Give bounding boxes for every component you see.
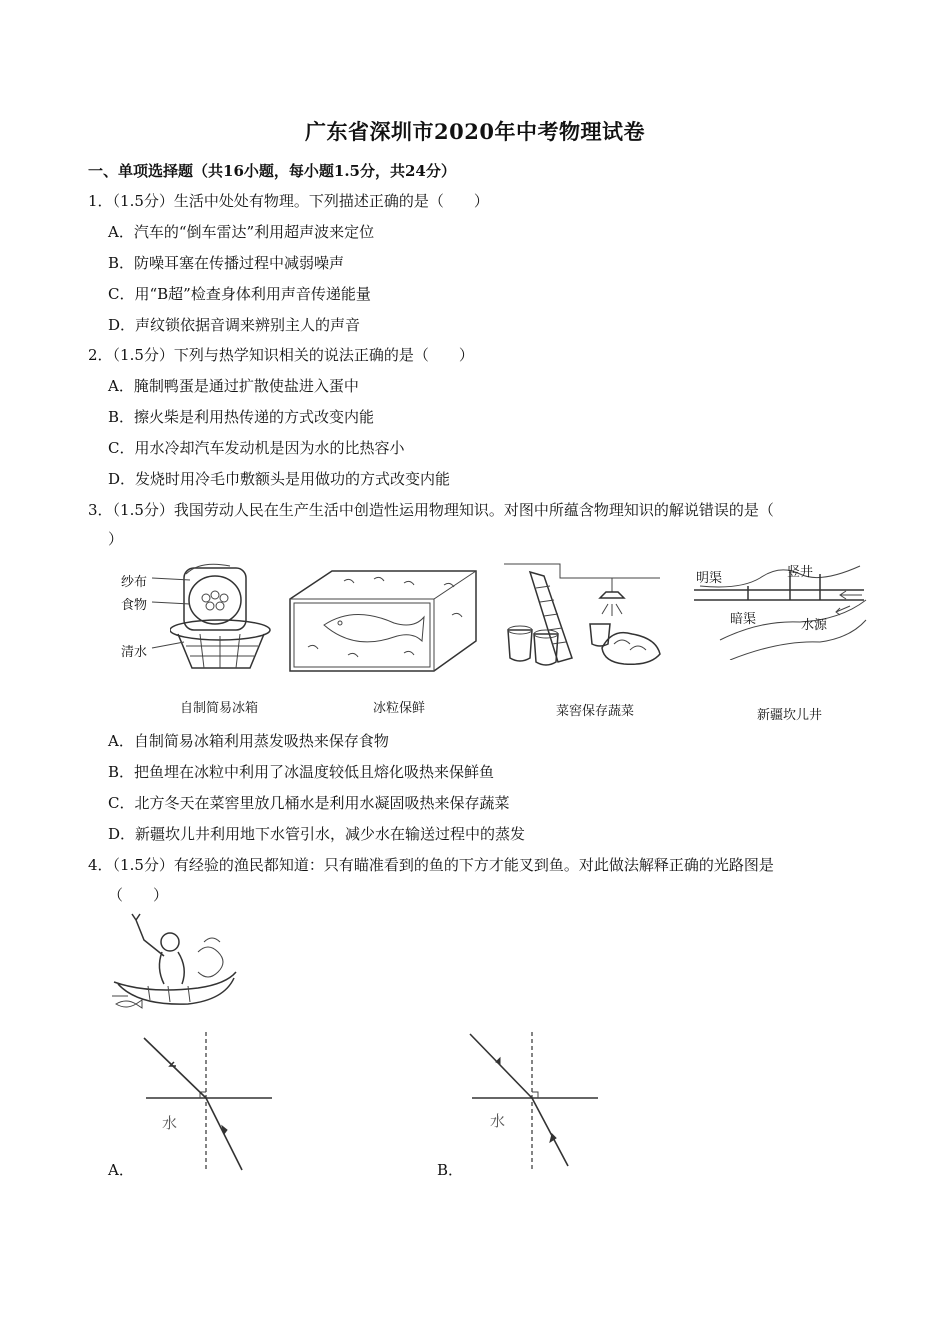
karez-label-underground-channel: 暗渠 (730, 612, 757, 627)
question-3-option-b: B．把鱼埋在冰粒中利用了冰温度较低且熔化吸热来保鲜鱼 (108, 763, 495, 781)
karez-label-shaft: 竖井 (787, 565, 814, 580)
question-1-option-b: B．防噪耳塞在传播过程中减弱噪声 (108, 254, 345, 272)
option-a-water-label: 水 (162, 1114, 178, 1132)
question-1-option-d: D．声纹锁依据音调来辨别主人的声音 (108, 316, 361, 334)
question-2-option-b: B．擦火柴是利用热传递的方式改变内能 (108, 408, 375, 426)
cellar-illustration (500, 558, 668, 670)
karez-label-open-channel: 明渠 (696, 571, 723, 586)
question-2-stem: 2．（1.5分）下列与热学知识相关的说法正确的是（ ） (88, 346, 474, 364)
fridge-label-water: 清水 (121, 645, 148, 660)
page-title: 广东省深圳市2020年中考物理试卷 (305, 119, 645, 144)
question-4-stem: 4．（1.5分）有经验的渔民都知道：只有瞄准看到的鱼的下方才能叉到鱼。对此做法解释正确的光路图是 (88, 856, 774, 874)
question-1-option-c: C．用“B超”检查身体利用声音传递能量 (108, 285, 371, 303)
option-a-light-path-diagram (130, 1030, 280, 1175)
question-2-option-d: D．发烧时用冷毛巾敷额头是用做功的方式改变内能 (108, 470, 451, 488)
fisherman-illustration (108, 912, 248, 1016)
fridge-label-gauze: 纱布 (121, 575, 148, 590)
question-1-stem: 1．（1.5分）生活中处处有物理。下列描述正确的是（ ） (88, 192, 489, 210)
karez-label-water-source: 水源 (801, 618, 828, 633)
question-3-stem-end: ） (108, 530, 124, 548)
caption-cellar: 菜窖保存蔬菜 (556, 704, 635, 719)
option-b-light-path-diagram (456, 1030, 606, 1175)
question-1-option-a: A．汽车的“倒车雷达”利用超声波来定位 (108, 223, 375, 241)
question-3-option-c: C．北方冬天在菜窖里放几桶水是利用水凝固吸热来保存蔬菜 (108, 794, 510, 812)
ice-fish-illustration (284, 565, 480, 677)
caption-karez: 新疆坎儿井 (757, 708, 823, 723)
question-2-option-c: C．用水冷却汽车发动机是因为水的比热容小 (108, 439, 405, 457)
question-4-stem-end: （ ） (108, 886, 169, 904)
fridge-label-food: 食物 (121, 598, 148, 613)
option-b-water-label: 水 (490, 1112, 506, 1130)
question-3-option-d: D．新疆坎儿井利用地下水管引水，减少水在输送过程中的蒸发 (108, 825, 526, 843)
question-3-option-a: A．自制简易冰箱利用蒸发吸热来保存食物 (108, 732, 389, 750)
question-4-option-a: A． (108, 1161, 134, 1179)
caption-ice-preservation: 冰粒保鲜 (373, 701, 426, 716)
question-4-option-b: B． (437, 1161, 464, 1179)
fridge-label-leaders (150, 570, 200, 660)
section-heading: 一、单项选择题（共16小题，每小题1.5分，共24分） (88, 162, 456, 180)
question-3-stem: 3．（1.5分）我国劳动人民在生产生活中创造性运用物理知识。对图中所蕴含物理知识的解说错误的是（ (88, 501, 774, 519)
question-2-option-a: A．腌制鸭蛋是通过扩散使盐进入蛋中 (108, 377, 359, 395)
caption-simple-fridge: 自制简易冰箱 (180, 701, 259, 716)
